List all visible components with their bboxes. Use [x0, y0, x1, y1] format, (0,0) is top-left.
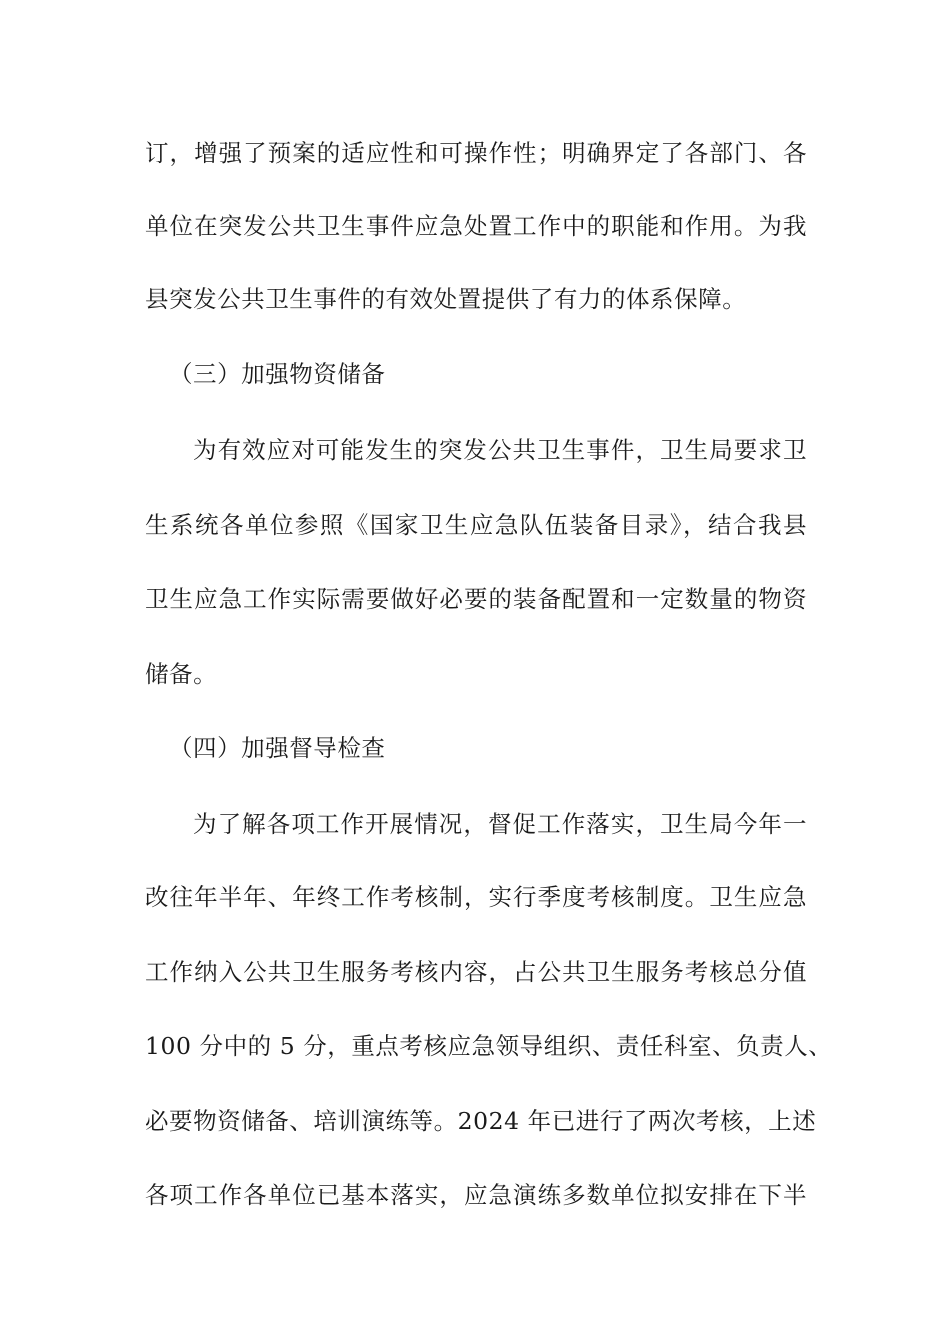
section-heading: （三）加强物资储备 — [169, 360, 386, 388]
paragraph-line: 必要物资储备、培训演练等。2024 年已进行了两次考核，上述 — [145, 1107, 817, 1135]
paragraph-line: 各项工作各单位已基本落实，应急演练多数单位拟安排在下半 — [145, 1181, 807, 1209]
paragraph-line: 单位在突发公共卫生事件应急处置工作中的职能和作用。为我 — [145, 212, 807, 240]
paragraph-line: 生系统各单位参照《国家卫生应急队伍装备目录》，结合我县 — [145, 511, 807, 539]
paragraph-line: 订，增强了预案的适应性和可操作性；明确界定了各部门、各 — [145, 139, 807, 167]
paragraph-line: 卫生应急工作实际需要做好必要的装备配置和一定数量的物资 — [145, 585, 807, 613]
section-heading: （四）加强督导检查 — [169, 734, 386, 762]
paragraph-line: 为有效应对可能发生的突发公共卫生事件，卫生局要求卫 — [193, 436, 807, 464]
paragraph-line: 工作纳入公共卫生服务考核内容，占公共卫生服务考核总分值 — [145, 958, 807, 986]
paragraph-line: 储备。 — [145, 660, 218, 688]
paragraph-line: 100 分中的 5 分，重点考核应急领导组织、责任科室、负责人、 — [145, 1032, 833, 1060]
paragraph-line: 为了解各项工作开展情况，督促工作落实，卫生局今年一 — [193, 810, 807, 838]
paragraph-line: 县突发公共卫生事件的有效处置提供了有力的体系保障。 — [145, 285, 747, 313]
paragraph-line: 改往年半年、年终工作考核制，实行季度考核制度。卫生应急 — [145, 883, 807, 911]
